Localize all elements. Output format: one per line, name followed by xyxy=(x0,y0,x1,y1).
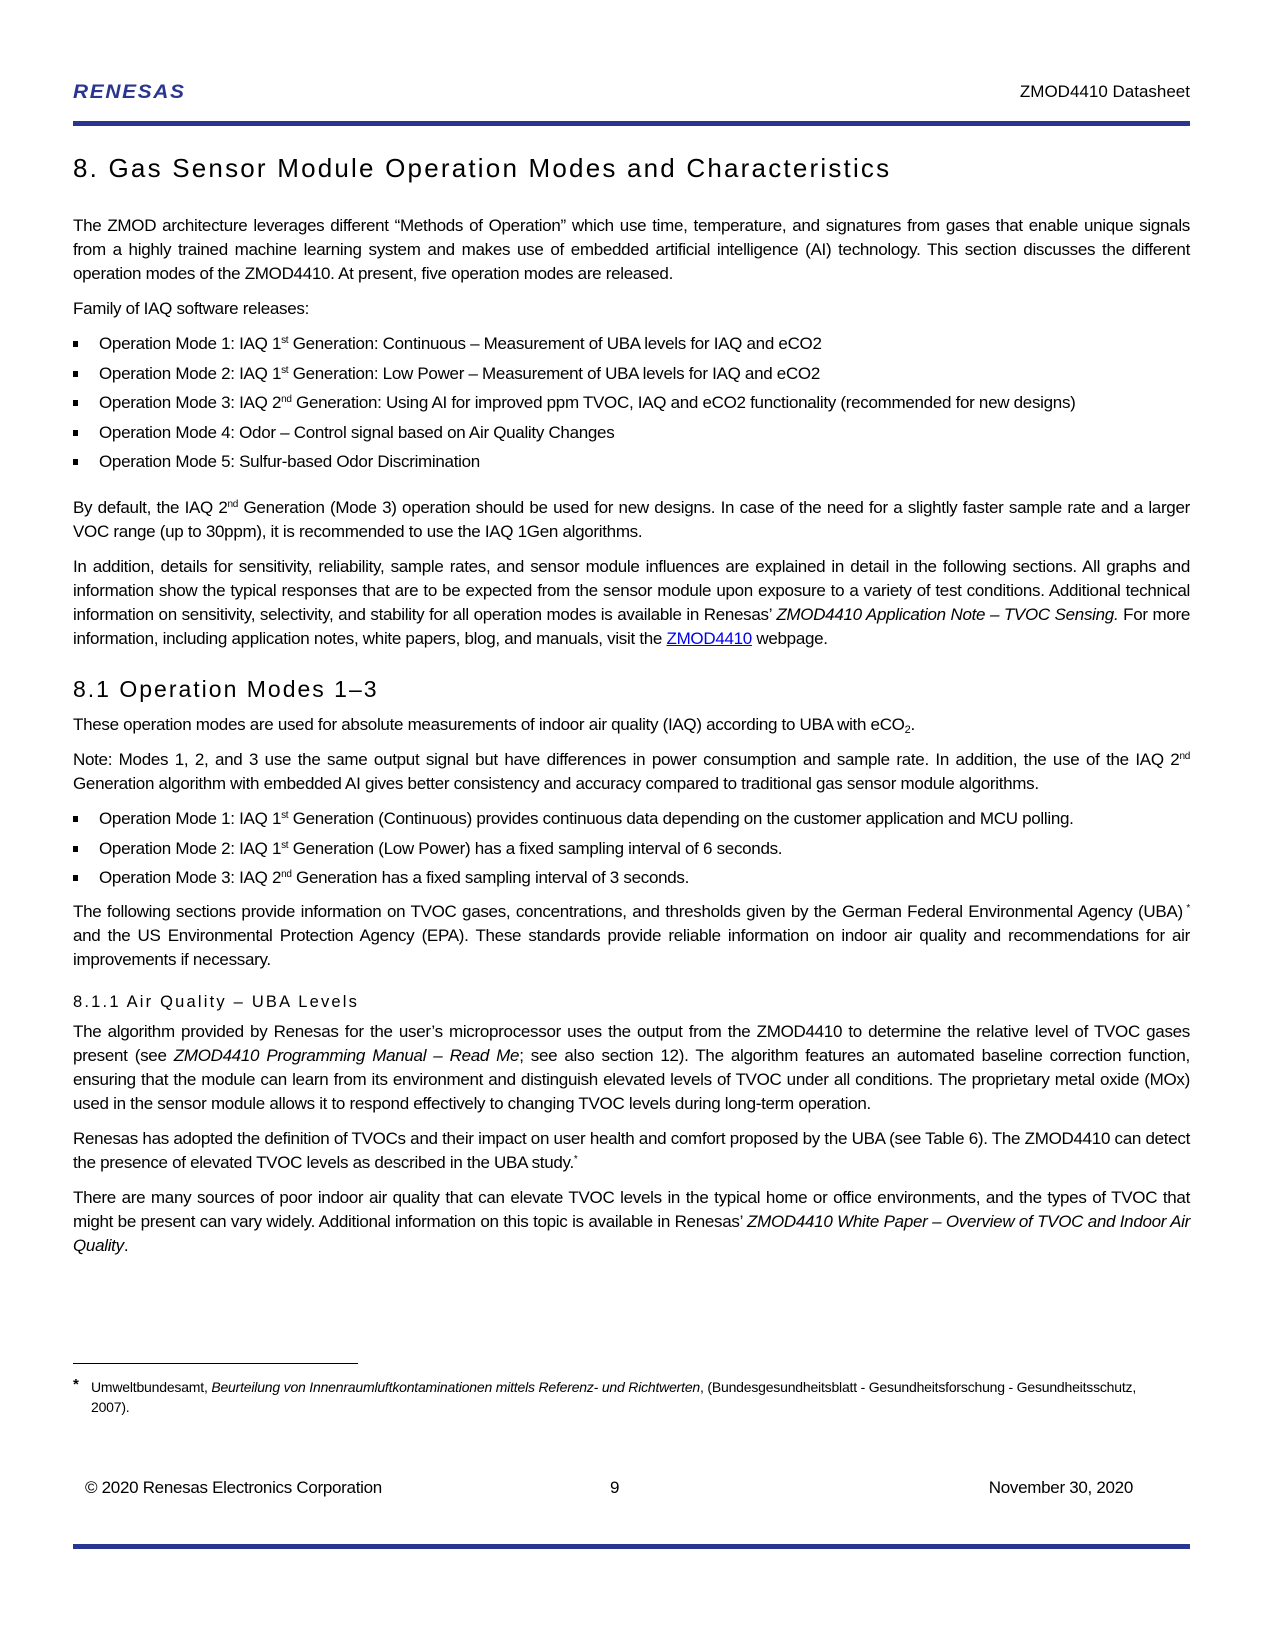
following-sections-paragraph xyxy=(73,900,1190,972)
section-8-heading: 8. Gas Sensor Module Operation Modes and Characteristics xyxy=(73,153,892,183)
item-text: Generation: Using AI for improved ppm TVOC, IAQ and eCO2 functionality (recommended for new designs) xyxy=(291,393,1076,412)
item-text: Operation Mode 2: IAQ 1 xyxy=(99,363,282,383)
list-item xyxy=(73,391,1190,415)
text: There are many sources of poor indoor air quality that can elevate TVOC levels in the typical home or office environments, and the types of TVOC that might be present can vary widely. Additional information on this topic is available in Renesas’ xyxy=(73,1188,1190,1231)
item-text: Operation Mode 2: IAQ 1 xyxy=(99,838,282,858)
algorithm-paragraph xyxy=(73,1020,1190,1116)
bullet-icon xyxy=(73,846,78,852)
superscript: nd xyxy=(227,499,239,510)
text: webpage. xyxy=(751,629,828,648)
sampling-modes-list xyxy=(73,807,1190,890)
item-text: Generation (Continuous) provides continuous data depending on the customer application and MCU polling. xyxy=(288,809,1074,828)
operation-modes-list xyxy=(73,332,1190,474)
text: By default, the IAQ 2 xyxy=(73,498,228,517)
item-text: Generation: Low Power – Measurement of UBA levels for IAQ and eCO2 xyxy=(288,363,821,383)
bullet-icon xyxy=(73,430,78,436)
footnote xyxy=(73,1377,1153,1417)
default-mode-paragraph xyxy=(73,496,1190,544)
superscript: st xyxy=(281,364,289,376)
superscript: nd xyxy=(1179,751,1190,762)
footnote-mark: * xyxy=(73,1376,79,1393)
renesas-logo: RENESAS xyxy=(73,82,186,103)
subscript: 2 xyxy=(904,724,911,736)
document-title: ZMOD4410 Datasheet xyxy=(1019,82,1190,101)
list-item xyxy=(73,362,1190,386)
text: In addition, details for sensitivity, reliability, sample rates, and sensor module influences are explained in detail in the following sections. All graphs and information show the typical responses that are to be expected from the sensor module upon exposure to a variety of test conditions. Additional technical information on sensitivity, selectivity, and stability for all operation modes is available in Renesas’ xyxy=(73,557,1190,624)
superscript: st xyxy=(281,810,289,821)
section-8-1-heading: 8.1 Operation Modes 1–3 xyxy=(73,676,379,702)
bullet-icon xyxy=(73,341,78,347)
text: , (Bundesgesundheitsblatt - Gesundheitsforschung - Gesundheitsschutz, 2007). xyxy=(91,1379,1137,1415)
item-text: Generation has a fixed sampling interval of 3 seconds. xyxy=(291,868,690,887)
copyright: © 2020 Renesas Electronics Corporation xyxy=(85,1478,382,1497)
text: Renesas has adopted the definition of TVOCs and their impact on user health and comfort proposed by the UBA (see Table 6). The ZMOD4410 can detect the presence of elevated TVOC levels as described in the UBA study. xyxy=(73,1129,1190,1172)
bullet-icon xyxy=(73,371,78,377)
text: Generation algorithm with embedded AI gives better consistency and accuracy compared to traditional gas sensor module algorithms. xyxy=(73,774,1039,793)
tvoc-definition-paragraph xyxy=(73,1127,1190,1175)
bullet-icon xyxy=(73,400,78,406)
section-8-1-1-heading: 8.1.1 Air Quality – UBA Levels xyxy=(73,993,360,1011)
item-text: Operation Mode 3: IAQ 2 xyxy=(99,868,282,887)
text: These operation modes are used for absolute measurements of indoor air quality (IAQ) according to UBA with eCO xyxy=(73,715,905,734)
header-rule xyxy=(73,121,1190,126)
text: The algorithm provided by Renesas for the user’s microprocessor uses the output from the ZMOD4410 to determine the relative level of TVOC gases present (see xyxy=(73,1022,1190,1065)
text: . xyxy=(910,715,915,734)
text: For more information, including application notes, white papers, blog, and manuals, visit the xyxy=(73,605,1190,648)
superscript: nd xyxy=(281,869,292,880)
section-8-1-intro xyxy=(73,713,1190,737)
addition-paragraph xyxy=(73,555,1190,651)
text: and the US Environmental Protection Agency (EPA). These standards provide reliable information on indoor air quality and recommendations for air improvements if necessary. xyxy=(73,926,1190,969)
family-label: Family of IAQ software releases: xyxy=(73,299,310,318)
list-item xyxy=(73,450,1190,474)
page-number: 9 xyxy=(610,1478,620,1497)
modes-note xyxy=(73,748,1190,796)
superscript: st xyxy=(281,839,289,851)
list-item xyxy=(73,421,1190,445)
footnote-separator xyxy=(73,1363,358,1364)
item-text: Operation Mode 1: IAQ 1 xyxy=(99,334,282,353)
item-text: Operation Mode 5: Sulfur-based Odor Discrimination xyxy=(99,452,480,471)
citation-title: Beurteilung von Innenraumluftkontaminationen mittels Referenz- und Richtwerten xyxy=(211,1379,701,1395)
bullet-icon xyxy=(73,459,78,465)
text: . xyxy=(123,1236,129,1255)
bullet-icon xyxy=(73,816,78,822)
superscript: st xyxy=(281,335,289,346)
list-item xyxy=(73,837,1190,861)
zmod4410-webpage-link[interactable]: ZMOD4410 xyxy=(666,629,752,648)
section-8-intro: The ZMOD architecture leverages different “Methods of Operation” which use time, temperature, and signatures from gases that enable unique signals from a highly trained machine learning system and makes use of embedded artificial intelligence (AI) technology. This section discusses the different operation modes of the ZMOD4410. At present, five operation modes are released. xyxy=(73,216,1190,283)
sources-paragraph xyxy=(73,1186,1190,1258)
item-text: Operation Mode 3: IAQ 2 xyxy=(99,393,282,412)
app-note-title: ZMOD4410 Application Note – TVOC Sensing. xyxy=(776,605,1119,624)
text: Note: Modes 1, 2, and 3 use the same output signal but have differences in power consumption and sample rate. In addition, the use of the IAQ 2 xyxy=(73,750,1180,769)
item-text: Generation (Low Power) has a fixed sampling interval of 6 seconds. xyxy=(288,838,783,858)
item-text: Operation Mode 1: IAQ 1 xyxy=(99,809,282,828)
text: The following sections provide information on TVOC gases, concentrations, and thresholds given by the German Federal Environmental Agency (UBA) xyxy=(73,902,1183,921)
bullet-icon xyxy=(73,875,78,881)
superscript: nd xyxy=(281,394,292,405)
page-content xyxy=(73,150,1190,1269)
text: Umweltbundesamt, xyxy=(91,1379,212,1395)
footnote-reference[interactable]: * xyxy=(573,1154,578,1165)
list-item xyxy=(73,866,1190,890)
list-item xyxy=(73,332,1190,356)
item-text: Generation: Continuous – Measurement of UBA levels for IAQ and eCO2 xyxy=(288,334,822,353)
programming-manual-title: ZMOD4410 Programming Manual – Read Me xyxy=(173,1046,520,1065)
list-item xyxy=(73,807,1190,831)
footer-rule xyxy=(73,1544,1190,1549)
item-text: Operation Mode 4: Odor – Control signal based on Air Quality Changes xyxy=(99,422,615,442)
white-paper-title: ZMOD4410 White Paper – Overview of TVOC and Indoor Air Quality xyxy=(73,1212,1191,1255)
publication-date: November 30, 2020 xyxy=(988,1478,1133,1497)
text: ; see also section 12). The algorithm features an automated baseline correction function, ensuring that the module can learn from its environment and distinguish elevated levels of TVOC under all conditions. The proprietary metal oxide (MOx) used in the sensor module allows it to respond effectively to changing TVOC levels during long-term operation. xyxy=(73,1046,1190,1113)
text: Generation (Mode 3) operation should be used for new designs. In case of the need for a slightly faster sample rate and a larger VOC range (up to 30ppm), it is recommended to use the IAQ 1Gen algorithms. xyxy=(73,498,1190,541)
footnote-reference[interactable]: * xyxy=(1182,903,1190,914)
footnote-text xyxy=(73,1377,1153,1417)
